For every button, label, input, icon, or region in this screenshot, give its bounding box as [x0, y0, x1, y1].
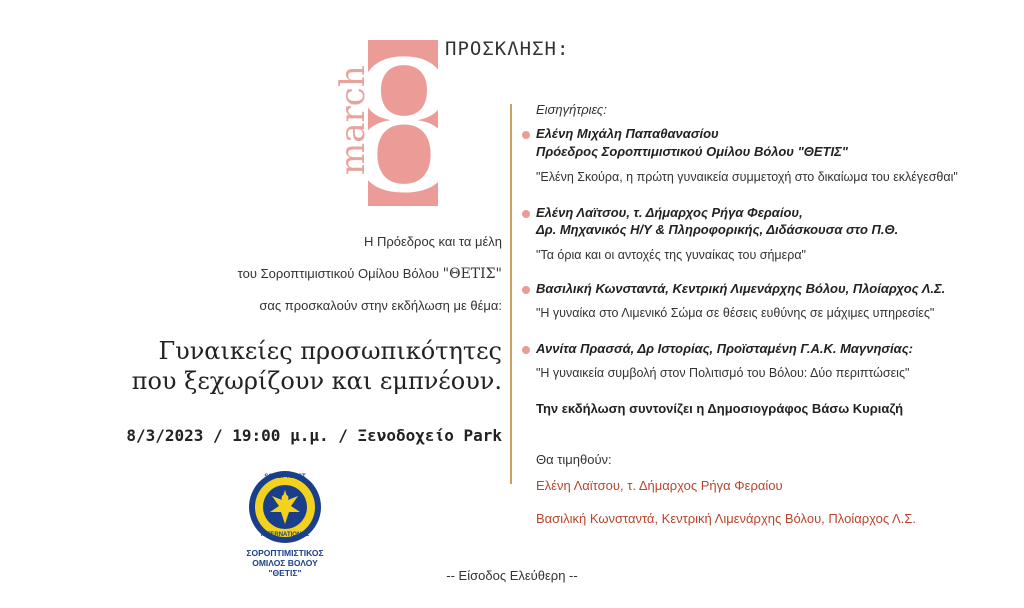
intro-line-3: σας προσκαλούν στην εκδήλωση με θέμα:: [259, 298, 502, 313]
club-caption-line-3: "ΘΕΤΙΣ": [268, 568, 302, 578]
invitation-heading: ΠΡΟΣΚΛΗΣΗ:: [445, 38, 570, 60]
speaker-bullet-icon: [522, 286, 530, 294]
speakers-label: Εισηγήτριες:: [536, 102, 607, 117]
speaker-1-name-line-2: Πρόεδρος Σοροπτιμιστικού Ομίλου Βόλου "ΘΕΤΙΣ": [536, 144, 848, 159]
moderator-line: Την εκδήλωση συντονίζει η Δημοσιογράφος Βάσω Κυριαζή: [536, 401, 904, 416]
honoree-1: Ελένη Λαϊτσου, τ. Δήμαρχος Ρήγα Φεραίου: [536, 478, 783, 493]
intro-line-1: Η Πρόεδρος και τα μέλη: [364, 234, 502, 249]
club-caption-line-1: ΣΟΡΟΠΤΙΜΙΣΤΙΚΟΣ: [246, 548, 324, 558]
intro-club-name: "ΘΕΤΙΣ": [442, 266, 502, 282]
theme-line-1: Γυναικείες προσωπικότητες: [158, 337, 502, 365]
honoree-2: Βασιλική Κωνσταντά, Κεντρική Λιμενάρχης Βόλου, Πλοίαρχος Λ.Σ.: [536, 511, 916, 526]
intro-line-2-prefix: του Σοροπτιμιστικού Ομίλου Βόλου: [237, 266, 443, 281]
honorees-label: Θα τιμηθούν:: [536, 452, 612, 467]
speaker-bullet-icon: [522, 131, 530, 139]
speaker-bullet-icon: [522, 210, 530, 218]
speaker-bullet-icon: [522, 346, 530, 354]
speaker-1-name-line-1: Ελένη Μιχάλη Παπαθανασίου: [536, 126, 719, 141]
vertical-divider: [510, 104, 512, 484]
theme-line-2: που ξεχωρίζουν και εμπνέουν.: [131, 367, 502, 395]
club-caption-line-2: ΟΜΙΛΟΣ ΒΟΛΟΥ: [252, 558, 318, 568]
intro-line-2: [238, 266, 502, 282]
speaker-2-topic: "Τα όρια και οι αντοχές της γυναίκας του σήμερα": [536, 248, 806, 262]
speaker-3-name: Βασιλική Κωνσταντά, Κεντρική Λιμενάρχης Βόλου, Πλοίαρχος Λ.Σ.: [536, 281, 946, 296]
speaker-4-topic: "Η γυναικεία συμβολή στον Πολιτισμό του Βόλου: Δύο περιπτώσεις": [536, 366, 910, 380]
speaker-2-name-line-2: Δρ. Μηχανικός Η/Υ & Πληροφορικής, Διδάσκουσα στο Π.Θ.: [536, 222, 899, 237]
speaker-4-name: Αννίτα Πρασσά, Δρ Ιστορίας, Προϊσταμένη Γ.Α.Κ. Μαγνησίας:: [536, 341, 913, 356]
march-8-logo-block: [368, 40, 438, 206]
event-theme: [132, 336, 502, 396]
number-eight-graphic: [368, 40, 438, 206]
speaker-3-topic: "Η γυναίκα στο Λιμενικό Σώμα σε θέσεις ευθύνης σε μάχιμες υπηρεσίες": [536, 306, 935, 320]
event-date-time-venue: 8/3/2023 / 19:00 μ.μ. / Ξενοδοχείο Park: [126, 426, 502, 445]
free-entry-note: -- Είσοδος Ελεύθερη --: [446, 568, 578, 583]
logo-word-march: march: [333, 65, 373, 175]
badge-top-text: SOROPTIMIST: [264, 474, 306, 480]
speaker-1-topic: "Ελένη Σκούρα, η πρώτη γυναικεία συμμετοχή στο δικαίωμα του εκλέγεσθαι": [536, 170, 958, 184]
speaker-2-name-line-1: Ελένη Λαϊτσου, τ. Δήμαρχος Ρήγα Φεραίου,: [536, 205, 803, 220]
soroptimist-badge: [248, 470, 322, 544]
badge-bottom-text: INTERNATIONAL: [260, 532, 310, 538]
logo-number: 8: [368, 40, 438, 206]
